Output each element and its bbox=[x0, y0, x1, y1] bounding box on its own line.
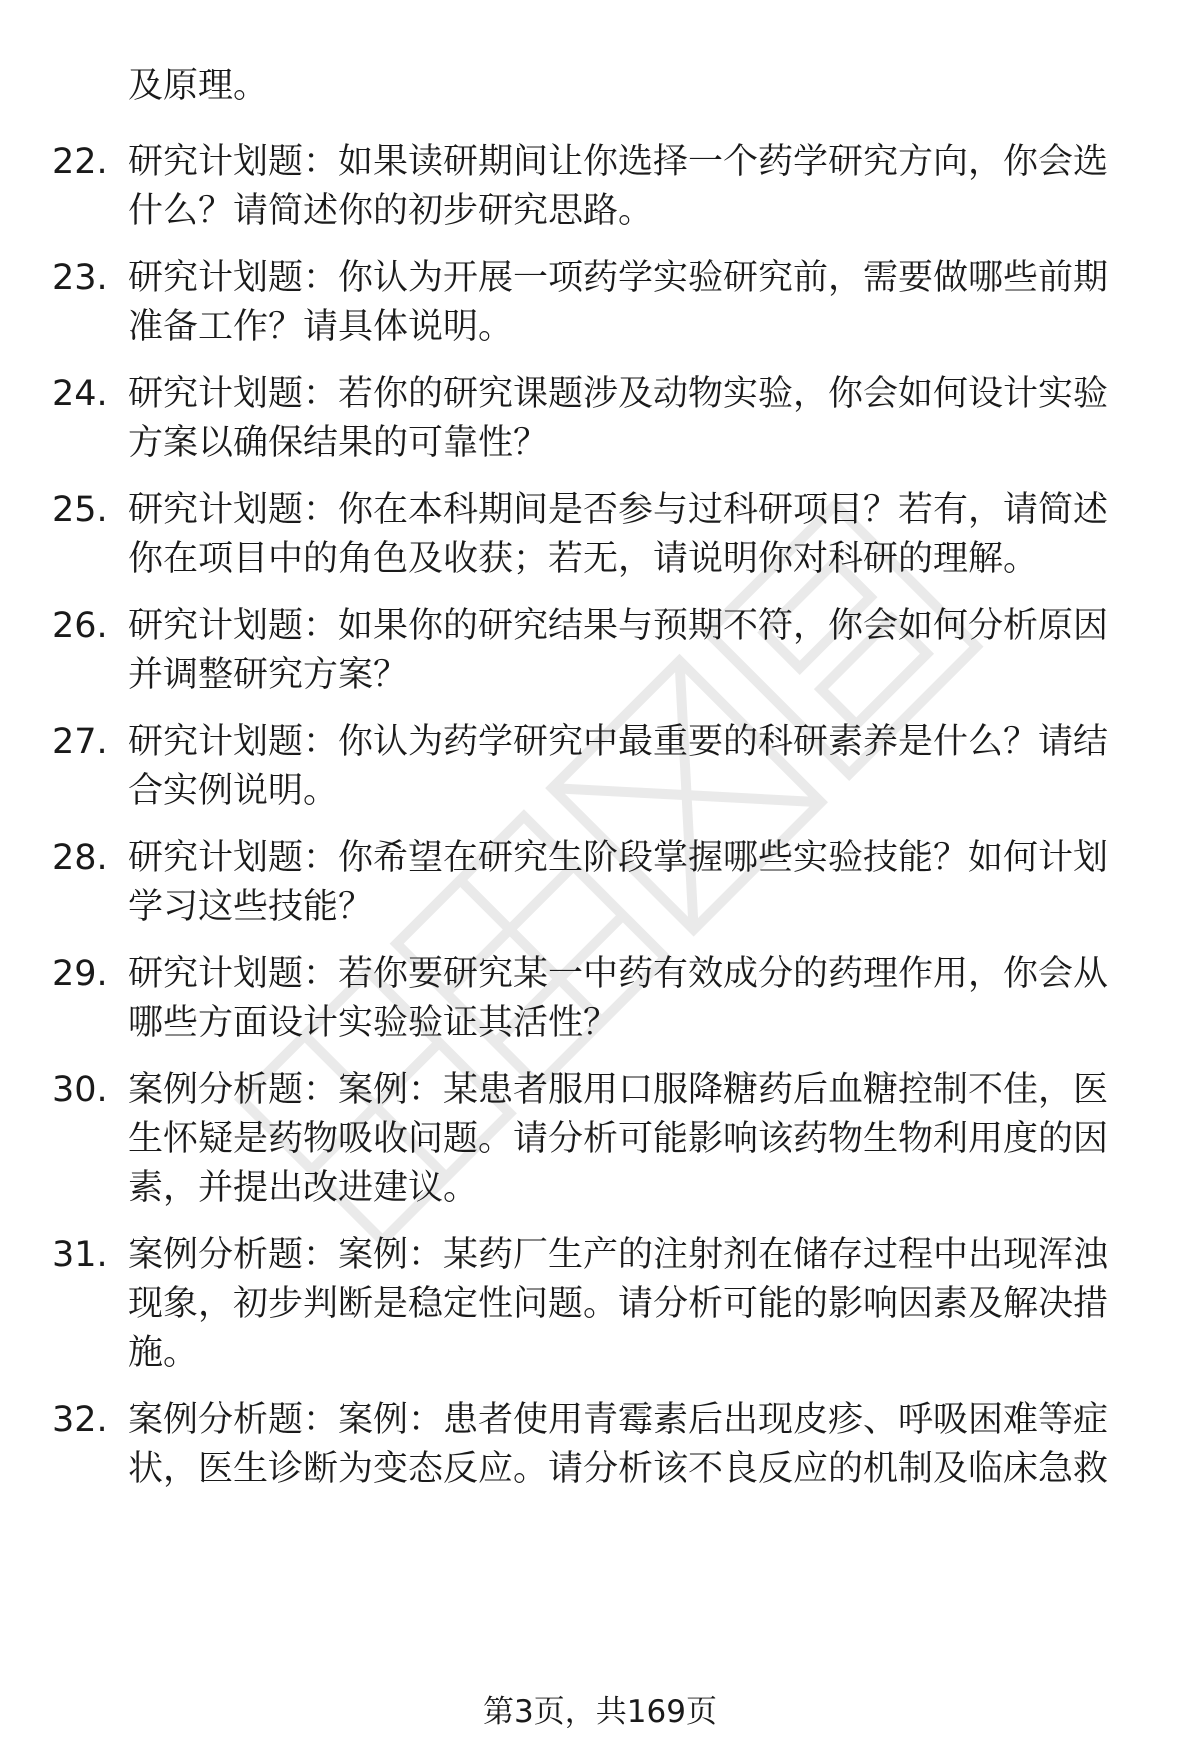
question-number: 29. bbox=[52, 954, 108, 994]
question-text-line: 研究计划题：你认为药学研究中最重要的科研素养是什么？请结 bbox=[128, 722, 1109, 762]
question-number: 25. bbox=[52, 490, 108, 530]
question-number: 31. bbox=[52, 1235, 108, 1275]
question-number: 23. bbox=[52, 258, 108, 298]
question-text-line: 研究计划题：如果读研期间让你选择一个药学研究方向，你会选 bbox=[128, 142, 1109, 182]
question-text-line: 状，医生诊断为变态反应。请分析该不良反应的机制及临床急救 bbox=[128, 1449, 1109, 1489]
question-text-line: 研究计划题：你在本科期间是否参与过科研项目？若有，请简述 bbox=[128, 490, 1109, 530]
question-text-line: 研究计划题：若你的研究课题涉及动物实验，你会如何设计实验 bbox=[128, 374, 1109, 414]
question-text-line: 案例分析题：案例：某患者服用口服降糖药后血糖控制不佳，医 bbox=[128, 1070, 1109, 1110]
question-text-line: 并调整研究方案？ bbox=[128, 655, 409, 695]
question-text-line: 素，并提出改进建议。 bbox=[128, 1168, 479, 1208]
question-text-line: 生怀疑是药物吸收问题。请分析可能影响该药物生物利用度的因 bbox=[128, 1119, 1109, 1159]
question-text-line: 案例分析题：案例：某药厂生产的注射剂在储存过程中出现浑浊 bbox=[128, 1235, 1109, 1275]
question-text-line: 研究计划题：若你要研究某一中药有效成分的药理作用，你会从 bbox=[128, 954, 1109, 994]
question-number: 32. bbox=[52, 1400, 108, 1440]
question-text-line: 研究计划题：你认为开展一项药学实验研究前，需要做哪些前期 bbox=[128, 258, 1109, 298]
question-number: 26. bbox=[52, 606, 108, 646]
question-text-line: 研究计划题：你希望在研究生阶段掌握哪些实验技能？如何计划 bbox=[128, 838, 1109, 878]
question-number: 28. bbox=[52, 838, 108, 878]
question-number: 24. bbox=[52, 374, 108, 414]
question-text-line: 哪些方面设计实验验证其活性？ bbox=[128, 1003, 619, 1043]
question-text-line: 你在项目中的角色及收获；若无，请说明你对科研的理解。 bbox=[128, 539, 1039, 579]
page-footer: 第3页，共169页 bbox=[483, 1694, 717, 1730]
question-text-line: 施。 bbox=[128, 1333, 199, 1373]
question-text-line: 方案以确保结果的可靠性？ bbox=[128, 423, 549, 463]
question-number: 30. bbox=[52, 1070, 108, 1110]
question-text-line: 现象，初步判断是稳定性问题。请分析可能的影响因素及解决措 bbox=[128, 1284, 1109, 1324]
question-number: 27. bbox=[52, 722, 108, 762]
question-text-line: 学习这些技能？ bbox=[128, 887, 374, 927]
question-text-line: 研究计划题：如果你的研究结果与预期不符，你会如何分析原因 bbox=[128, 606, 1109, 646]
question-text-line: 准备工作？请具体说明。 bbox=[128, 307, 514, 347]
question-text-line: 合实例说明。 bbox=[128, 771, 339, 811]
question-text-line: 什么？请简述你的初步研究思路。 bbox=[128, 191, 654, 231]
question-text-line: 案例分析题：案例：患者使用青霉素后出现皮疹、呼吸困难等症 bbox=[128, 1400, 1109, 1440]
question-number: 22. bbox=[52, 142, 108, 182]
continuation-text: 及原理。 bbox=[128, 66, 269, 106]
